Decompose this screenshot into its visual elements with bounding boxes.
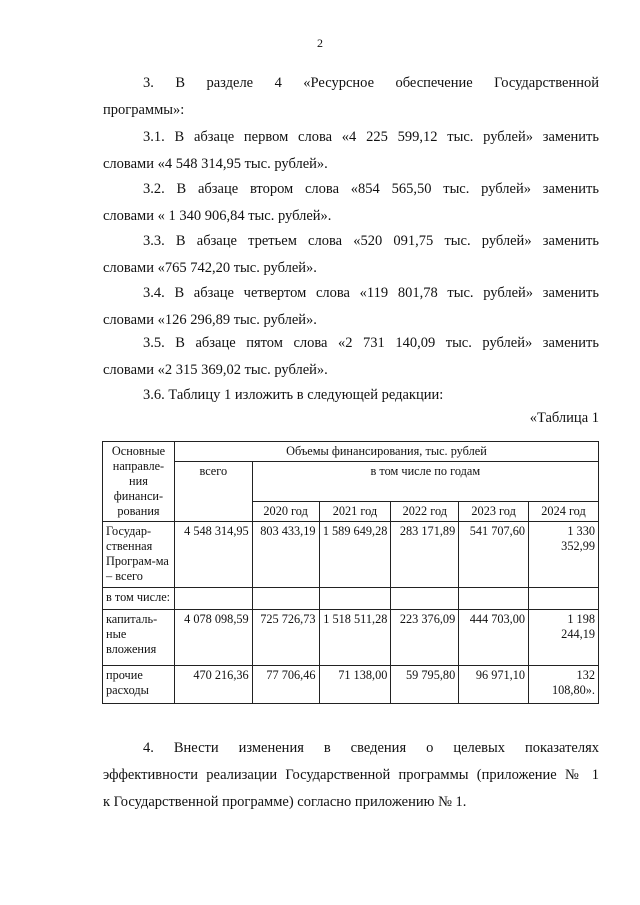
table-cell <box>391 588 459 610</box>
table-cell: 132 108,80». <box>529 666 599 704</box>
paragraph-line: 4. Внести изменения в сведения о целевых показателях <box>143 740 599 756</box>
paragraph-item-3-6 <box>103 382 599 409</box>
table-cell: 541 707,60 <box>459 522 529 588</box>
paragraph-line: к Государственной программе) согласно приложению № 1. <box>103 794 467 810</box>
paragraph-line: словами «4 548 314,95 тыс. рублей». <box>103 156 328 172</box>
paragraph-item-3-2 <box>103 176 599 230</box>
table-cell: 4 078 098,59 <box>174 610 252 666</box>
row-label: прочие расходы <box>103 666 175 704</box>
table-row <box>103 588 599 610</box>
paragraph-line: эффективности реализации Государственной программы (приложение № 1 <box>103 767 599 783</box>
table-cell: 1 330 352,99 <box>529 522 599 588</box>
year-header: 2023 год <box>459 502 529 522</box>
table-cell: 470 216,36 <box>174 666 252 704</box>
paragraph-item-3-3 <box>103 228 599 282</box>
paragraph-line: программы»: <box>103 102 185 118</box>
table-cell <box>252 588 319 610</box>
paragraph-line: 3.3. В абзаце третьем слова «520 091,75 тыс. рублей» заменить <box>143 233 599 249</box>
table-row <box>103 610 599 666</box>
financing-table <box>102 441 599 704</box>
table-cell <box>174 588 252 610</box>
years-header: в том числе по годам <box>252 462 598 502</box>
row-label: Государ-ственная Програм-ма – всего <box>103 522 175 588</box>
paragraph-line: 3.5. В абзаце пятом слова «2 731 140,09 тыс. рублей» заменить <box>143 335 599 351</box>
table-cell: 725 726,73 <box>252 610 319 666</box>
paragraph-item-3-1 <box>103 124 599 178</box>
table-cell: 803 433,19 <box>252 522 319 588</box>
table-cell <box>529 588 599 610</box>
table-cell: 71 138,00 <box>319 666 391 704</box>
year-header: 2022 год <box>391 502 459 522</box>
year-header: 2020 год <box>252 502 319 522</box>
row-label: капиталь-ные вложения <box>103 610 175 666</box>
table-cell <box>319 588 391 610</box>
column-header-directions: Основные направле-ния финанси-рования <box>103 442 175 522</box>
table-cell: 223 376,09 <box>391 610 459 666</box>
paragraph-item-4 <box>103 735 599 816</box>
table-cell: 1 518 511,28 <box>319 610 391 666</box>
table-cell: 283 171,89 <box>391 522 459 588</box>
row-label: в том числе: <box>103 588 175 610</box>
table-cell <box>459 588 529 610</box>
paragraph-line: словами «126 296,89 тыс. рублей». <box>103 312 317 328</box>
paragraph-item-3-4 <box>103 280 599 334</box>
table-cell: 77 706,46 <box>252 666 319 704</box>
table-cell: 1 198 244,19 <box>529 610 599 666</box>
paragraph-line: словами «765 742,20 тыс. рублей». <box>103 260 317 276</box>
paragraph-line: словами « 1 340 906,84 тыс. рублей». <box>103 208 332 224</box>
page-number: 2 <box>317 36 323 50</box>
paragraph-line: 3.2. В абзаце втором слова «854 565,50 тыс. рублей» заменить <box>143 181 599 197</box>
year-header: 2021 год <box>319 502 391 522</box>
group-header: Объемы финансирования, тыс. рублей <box>174 442 598 462</box>
paragraph-line: 3.4. В абзаце четвертом слова «119 801,78 тыс. рублей» заменить <box>143 285 599 301</box>
table-cell: 59 795,80 <box>391 666 459 704</box>
paragraph-line: словами «2 315 369,02 тыс. рублей». <box>103 362 328 378</box>
table-row <box>103 522 599 588</box>
table-cell: 4 548 314,95 <box>174 522 252 588</box>
table-caption: «Таблица 1 <box>529 410 599 426</box>
paragraph-item-3 <box>103 70 599 124</box>
table-cell: 1 589 649,28 <box>319 522 391 588</box>
paragraph-line: 3.1. В абзаце первом слова «4 225 599,12 тыс. рублей» заменить <box>143 129 599 145</box>
year-header: 2024 год <box>529 502 599 522</box>
paragraph-line: 3. В разделе 4 «Ресурсное обеспечение Государственной <box>143 75 599 91</box>
table-row <box>103 666 599 704</box>
table-cell: 444 703,00 <box>459 610 529 666</box>
total-header: всего <box>174 462 252 522</box>
table-cell: 96 971,10 <box>459 666 529 704</box>
paragraph-item-3-5 <box>103 330 599 384</box>
paragraph-line: 3.6. Таблицу 1 изложить в следующей редакции: <box>143 387 444 403</box>
